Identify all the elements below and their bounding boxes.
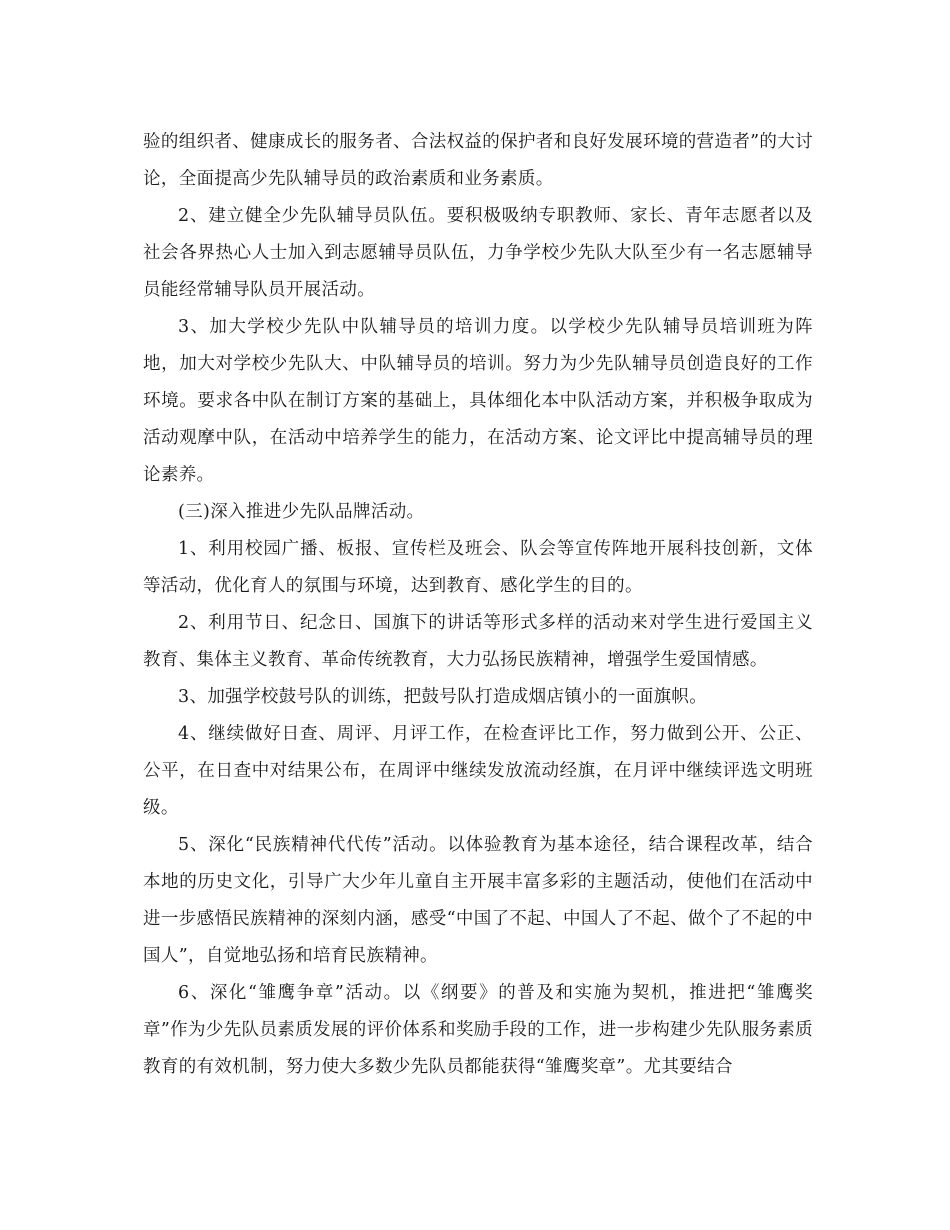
paragraph-item-5-national-spirit: 5、深化“民族精神代代传”活动。以体验教育为基本途径，结合课程改革，结合本地的历史文化，引导广大少年儿童自主开展丰富多彩的主题活动，使他们在活动中进一步感悟民族精神的深刻内涵，感受“中国了不起、中国人了不起、做个了不起的中国人”，自觉地弘扬和培育民族精神。 bbox=[143, 835, 813, 966]
paragraph-item-2-volunteer-team: 2、建立健全少先队辅导员队伍。要积极吸纳专职教师、家长、青年志愿者以及社会各界热心人士加入到志愿辅导员队伍，力争学校少先队大队至少有一名志愿辅导员能经常辅导队员开展活动。 bbox=[143, 206, 813, 300]
paragraph-item-3-training: 3、加大学校少先队中队辅导员的培训力度。以学校少先队辅导员培训班为阵地，加大对学校少先队大、中队辅导员的培训。努力为少先队辅导员创造良好的工作环境。要求各中队在制订方案的基础上，具体细化本中队活动方案，并积极争取成为活动观摩中队，在活动中培养学生的能力，在活动方案、论文评比中提高辅导员的理论素养。 bbox=[143, 317, 813, 485]
paragraph-item-6-eagle-badge: 6、深化“雏鹰争章”活动。以《纲要》的普及和实施为契机，推进把“雏鹰奖章”作为少先队员素质发展的评价体系和奖励手段的工作，进一步构建少先队服务素质教育的有效机制，努力使大多数少先队员都能获得“雏鹰奖章”。尤其要结合 bbox=[143, 983, 813, 1077]
paragraph-continuation: 验的组织者、健康成长的服务者、合法权益的保护者和良好发展环境的营造者”的大讨论，全面提高少先队辅导员的政治素质和业务素质。 bbox=[143, 132, 813, 189]
paragraph-item-1-campus-broadcast: 1、利用校园广播、板报、宣传栏及班会、队会等宣传阵地开展科技创新，文体等活动，优化育人的氛围与环境，达到教育、感化学生的目的。 bbox=[143, 539, 813, 596]
document-body bbox=[143, 124, 813, 1086]
section-heading-brand-activities: (三)深入推进少先队品牌活动。 bbox=[178, 502, 425, 522]
paragraph-item-2-patriotic-education: 2、利用节日、纪念日、国旗下的讲话等形式多样的活动来对学生进行爱国主义教育、集体主义教育、革命传统教育，大力弘扬民族精神，增强学生爱国情感。 bbox=[143, 613, 813, 670]
paragraph-item-3-drum-team: 3、加强学校鼓号队的训练，把鼓号队打造成烟店镇小的一面旗帜。 bbox=[178, 687, 708, 707]
paragraph-item-4-inspection: 4、继续做好日查、周评、月评工作，在检查评比工作，努力做到公开、公正、公平，在日查中对结果公布，在周评中继续发放流动经旗，在月评中继续评选文明班级。 bbox=[143, 724, 813, 818]
